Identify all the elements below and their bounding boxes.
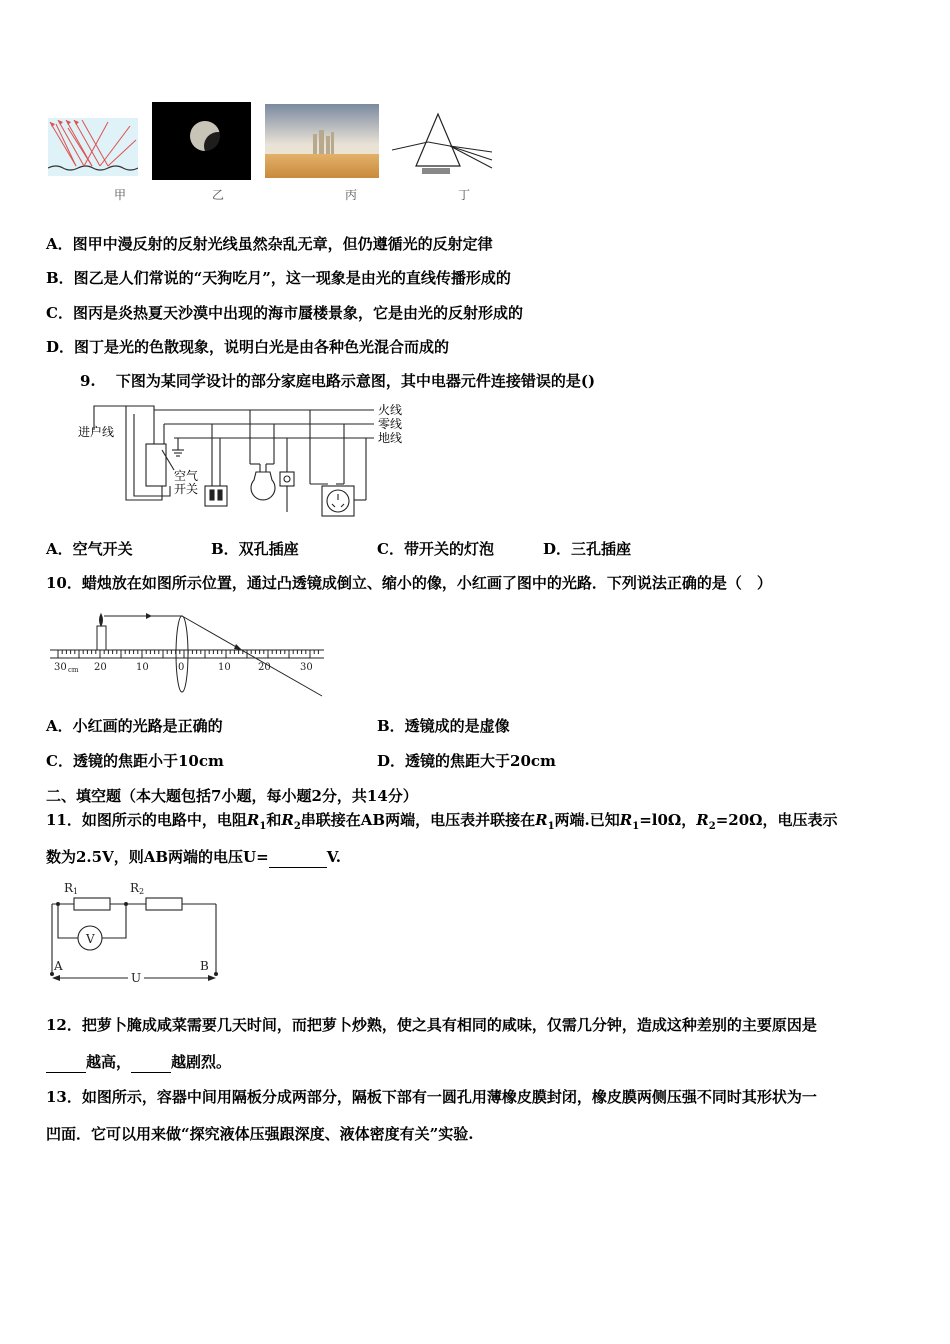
q13-line-1: 13．如图所示，容器中间用隔板分成两部分，隔板下部有一圆孔用薄橡皮膜封闭，橡皮膜两侧压强不同时其形状为一 [46, 1088, 817, 1106]
q9-option-c: C．带开关的灯泡 [377, 540, 494, 558]
ruler-tick-right-20: 20 [258, 662, 271, 673]
q12-blank-1[interactable] [46, 1052, 86, 1073]
figure-convex-lens-ray [46, 604, 328, 698]
caption-jia: 甲 [114, 188, 127, 202]
label-u: U [131, 971, 142, 984]
label-air-switch-2: 开关 [174, 482, 199, 496]
ruler-tick-left-30: 30 [54, 662, 67, 673]
q8-option-c: C．图丙是炎热夏天沙漠中出现的海市蜃楼景象，它是由光的反射形成的 [46, 304, 523, 322]
q9-option-b: B．双孔插座 [211, 540, 299, 558]
q9-option-a: A．空气开关 [46, 540, 133, 558]
figure-series-circuit [44, 878, 224, 984]
label-voltmeter: V [86, 932, 95, 946]
q8-option-d: D．图丁是光的色散现象，说明白光是由各种色光混合而成的 [46, 338, 450, 356]
q8-option-a: A．图甲中漫反射的反射光线虽然杂乱无章，但仍遵循光的反射定律 [46, 235, 493, 253]
label-r1: R1 [64, 881, 79, 896]
ruler-tick-right-10: 10 [218, 662, 231, 673]
q11-answer-blank[interactable] [269, 847, 327, 868]
q10-option-a: A．小红画的光路是正确的 [46, 717, 223, 735]
label-neutral-line: 零线 [378, 417, 403, 431]
ruler-tick-right-30: 30 [300, 662, 313, 673]
label-air-switch-1: 空气 [174, 469, 199, 483]
ruler-tick-left-20: 20 [94, 662, 107, 673]
q8-option-b: B．图乙是人们常说的“天狗吃月”，这一现象是由光的直线传播形成的 [46, 269, 511, 287]
q12-line-1: 12．把萝卜腌成咸菜需要几天时间，而把萝卜炒熟，使之具有相同的咸味，仅需几分钟，造成这种差别的主要原因是 [46, 1016, 817, 1034]
caption-yi: 乙 [212, 188, 225, 202]
q12-line-2: 越高， 越剧烈。 [46, 1052, 231, 1073]
q10-stem: 10．蜡烛放在如图所示位置，通过凸透镜成倒立、缩小的像，小红画了图中的光路．下列说法正确的是（ ） [46, 574, 772, 592]
section-heading-fill-in: 二、填空题（本大题包括7小题，每小题2分，共14分） [46, 787, 418, 805]
ruler-tick-left-10: 10 [136, 662, 149, 673]
figure-yi-lunar-eclipse [152, 102, 251, 180]
ruler-tick-0: 0 [178, 662, 185, 673]
label-r2: R2 [130, 881, 145, 896]
label-ground-line: 地线 [378, 431, 403, 445]
q9-option-d: D．三孔插座 [543, 540, 632, 558]
q13-line-2: 凹面．它可以用来做“探究液体压强跟深度、液体密度有关”实验. [46, 1125, 474, 1143]
caption-bing: 丙 [345, 188, 358, 202]
figure-ding-prism-dispersion [392, 110, 496, 182]
q11-line-2: 数为2.5V，则AB两端的电压U= V. [46, 848, 341, 866]
q11-line-1: 11．如图所示的电路中，电阻$R_1$和$R_2$串联接在AB两端，电压表并联接在$R_1$两端.已知$R_1=l0\Omega$，$R_2=20\Omega$，电压表示 [46, 811, 838, 832]
caption-ding: 丁 [458, 188, 471, 202]
label-entry-line: 进户线 [78, 425, 115, 439]
ruler-unit: cm [68, 666, 79, 674]
q10-option-c: C．透镜的焦距小于10cm [46, 752, 224, 770]
figure-jia-diffuse-reflection [48, 118, 138, 176]
figure-bing-mirage [265, 104, 379, 178]
q10-option-b: B．透镜成的是虚像 [377, 717, 510, 735]
q9-stem: 9. 下图为某同学设计的部分家庭电路示意图，其中电器元件连接错误的是() [80, 372, 596, 390]
label-b: B [200, 959, 209, 973]
label-live-line: 火线 [378, 403, 403, 417]
label-a: A [54, 959, 63, 973]
q12-blank-2[interactable] [131, 1052, 171, 1073]
figure-household-circuit [74, 400, 414, 520]
q10-option-d: D．透镜的焦距大于20cm [377, 752, 556, 770]
